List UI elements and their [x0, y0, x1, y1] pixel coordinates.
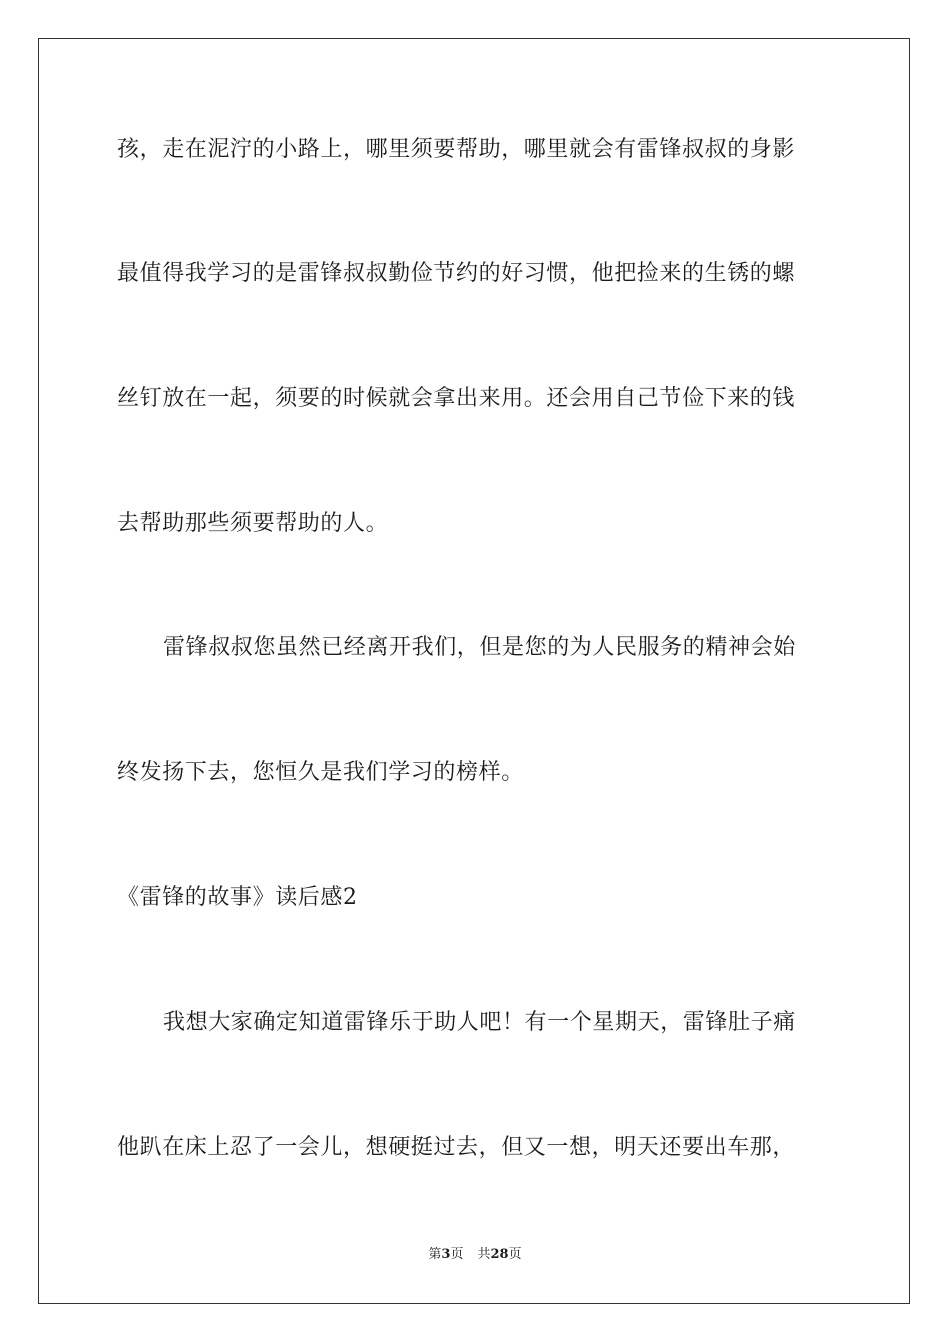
body-line-4: 去帮助那些须要帮助的人。 [117, 511, 389, 536]
page-suffix: 页 [450, 1247, 464, 1262]
page-footer [0, 1246, 950, 1264]
page-border [38, 38, 910, 1304]
body-line-7: 我想大家确定知道雷锋乐于助人吧！有一个星期天，雷锋肚子痛 [163, 1010, 796, 1035]
body-line-8: 他趴在床上忍了一会儿，想硬挺过去，但又一想，明天还要出车那， [117, 1135, 796, 1160]
total-pages: 28 [490, 1247, 509, 1262]
page-number: 3 [441, 1247, 451, 1262]
body-line-5: 雷锋叔叔您虽然已经离开我们，但是您的为人民服务的精神会始 [163, 635, 796, 660]
body-line-3: 丝钉放在一起，须要的时候就会拿出来用。还会用自己节俭下来的钱 [117, 386, 796, 411]
page-prefix: 第 [428, 1247, 442, 1262]
body-line-2: 最值得我学习的是雷锋叔叔勤俭节约的好习惯，他把捡来的生锈的螺 [117, 261, 796, 286]
body-line-6: 终发扬下去，您恒久是我们学习的榜样。 [117, 760, 524, 785]
body-line-1: 孩，走在泥泞的小路上，哪里须要帮助，哪里就会有雷锋叔叔的身影 [117, 137, 796, 162]
section-heading: 《雷锋的故事》读后感2 [117, 885, 358, 910]
total-prefix: 共 [477, 1247, 491, 1262]
total-suffix: 页 [508, 1247, 522, 1262]
